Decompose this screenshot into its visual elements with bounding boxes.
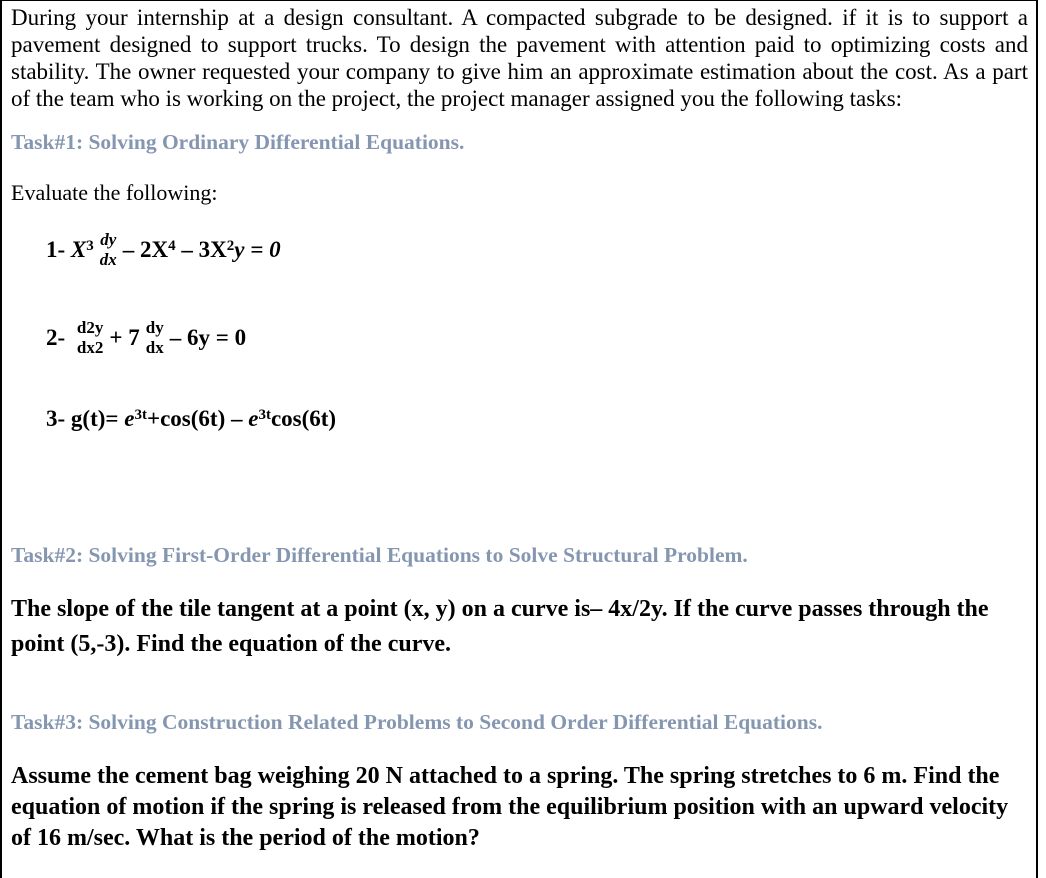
eq2-frac1-num: d2y [76,318,104,337]
eq3-end: cos(6t) [270,406,337,431]
eq1-frac-num: dy [100,230,117,249]
equation-1 [46,230,281,270]
eq2-end: – 6y = 0 [169,325,247,350]
equation-3 [46,406,336,432]
eq3-e2-exp: 3t [258,406,271,423]
eq2-frac2-num: dy [145,318,164,337]
eq3-e1: e [124,406,135,431]
eq1-fraction [98,230,119,270]
eq1-end: y = 0 [234,237,281,262]
eq1-tail-exp: 2 [226,237,235,254]
equation-2 [46,318,246,358]
eq1-mid: – 2X [122,237,169,262]
eq3-lhs: g(t)= [70,406,125,431]
eq2-frac2-den: dx [145,338,164,357]
eq1-number: 1- [46,237,66,262]
task3-body: Assume the cement bag weighing 20 N attached to a spring. The spring stretches to 6 m. Find the equation of motion if the spring is released from the equilibrium position with an upward velocity of 16 m/sec. What is the period of the motion? [11,763,1009,851]
task1-instruction: Evaluate the following: [11,180,218,205]
eq1-tail: – 3X [175,237,227,262]
eq2-number: 2- [46,325,66,350]
eq1-mid-exp: 4 [168,237,176,254]
eq3-e2: e [248,406,259,431]
eq3-e1-exp: 3t [134,406,147,423]
eq3-number: 3- [46,406,66,431]
eq2-frac1-den: dx2 [76,338,104,357]
eq3-mid: +cos(6t) – [146,406,249,431]
task2-body: The slope of the tile tangent at a point (x, y) on a curve is– 4x/2y. If the curve passes through the point (5,-3). Find the equation of the curve. [11,596,989,657]
eq2-fraction-2 [144,318,166,358]
eq2-plus: + 7 [109,325,140,350]
task2-heading: Task#2: Solving First-Order Differential Equations to Solve Structural Problem. [11,543,748,567]
task3-heading: Task#3: Solving Construction Related Problems to Second Order Differential Equations. [11,710,823,734]
eq1-x3: X [70,237,87,262]
eq1-frac-den: dx [99,250,117,269]
task1-heading: Task#1: Solving Ordinary Differential Equations. [11,130,465,154]
intro-paragraph: During your internship at a design consultant. A compacted subgrade to be designed. if it is to support a pavement designed to support trucks. To design the pavement with attention paid to optimizing costs and stability. The owner requested your company to give him an approximate estimation about the cost. As a part of the team who is working on the project, the project manager assigned you the following tasks: [11,5,1028,111]
eq1-x3-exp: 3 [86,237,94,254]
eq2-fraction-1 [75,318,105,358]
